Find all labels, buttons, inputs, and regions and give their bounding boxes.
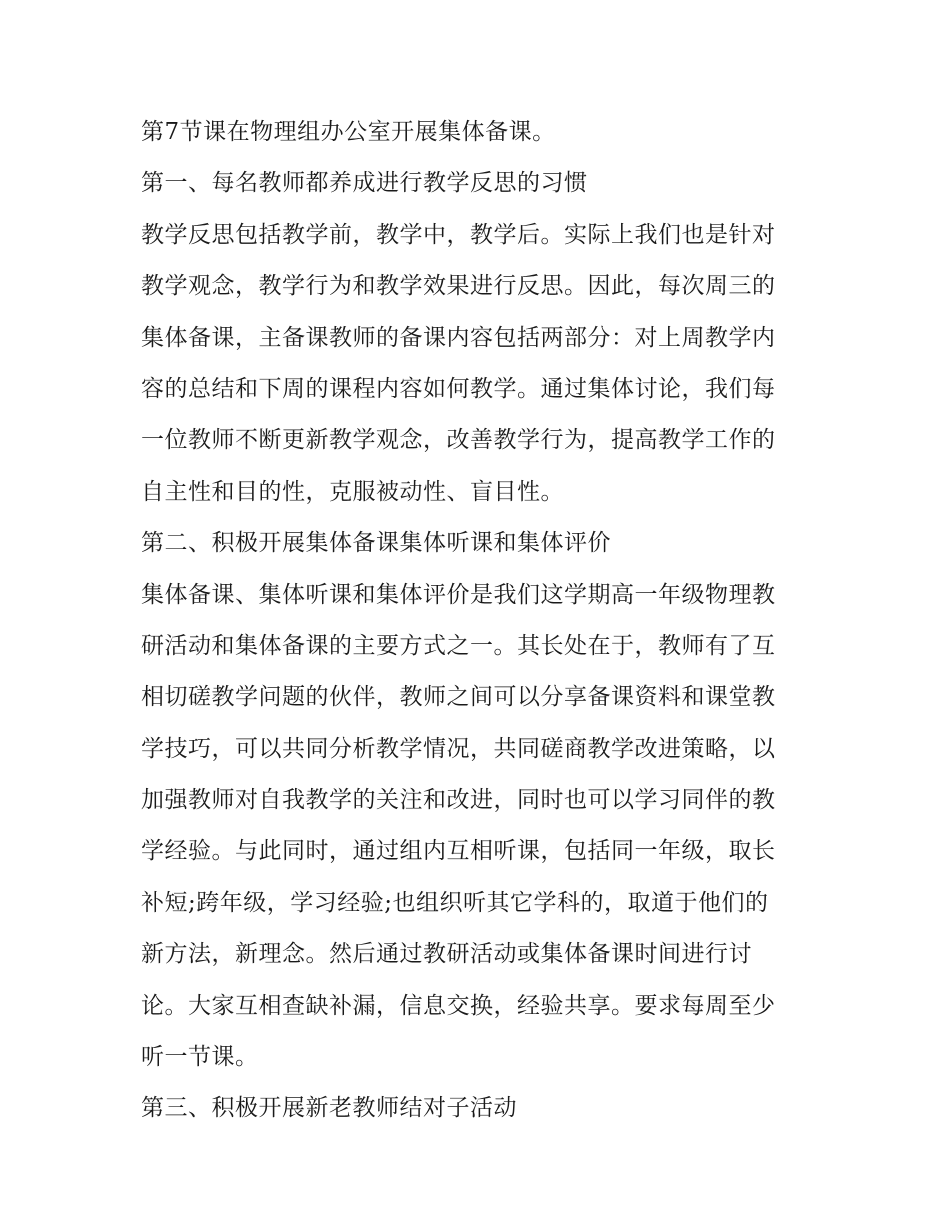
paragraph-2-line: 新方法，新理念。然后通过教研活动或集体备课时间进行讨: [141, 941, 752, 968]
section-heading-2: 第二、积极开展集体备课集体听课和集体评价: [141, 530, 611, 557]
paragraph-2-line: 相切磋教学问题的伙伴，教师之间可以分享备课资料和课堂教: [141, 684, 776, 711]
paragraph-1-line: 自主性和目的性，克服被动性、盲目性。: [141, 478, 564, 505]
paragraph-1-line: 教学观念，教学行为和教学效果进行反思。因此，每次周三的: [141, 273, 776, 300]
section-heading-3: 第三、积极开展新老教师结对子活动: [141, 1095, 517, 1122]
paragraph-2-line: 听一节课。: [141, 1044, 259, 1071]
text-line-intro: 第7节课在物理组办公室开展集体备课。: [141, 119, 556, 145]
document-body: [141, 107, 813, 1135]
paragraph-2-line: 加强教师对自我教学的关注和改进，同时也可以学习同伴的教: [141, 787, 776, 814]
paragraph-1-line: 一位教师不断更新教学观念，改善教学行为，提高教学工作的: [141, 427, 776, 454]
paragraph-2-line: 研活动和集体备课的主要方式之一。其长处在于，教师有了互: [141, 632, 776, 659]
paragraph-2-line: 集体备课、集体听课和集体评价是我们这学期高一年级物理教: [141, 581, 776, 608]
paragraph-2-line: 补短;跨年级，学习经验;也组织听其它学科的，取道于他们的: [141, 889, 769, 916]
paragraph-2-line: 学技巧，可以共同分析教学情况，共同磋商教学改进策略，以: [141, 735, 776, 762]
paragraph-2-line: 论。大家互相查缺补漏，信息交换，经验共享。要求每周至少: [141, 992, 776, 1019]
paragraph-1-line: 容的总结和下周的课程内容如何教学。通过集体讨论，我们每: [141, 375, 776, 402]
paragraph-1-line: 教学反思包括教学前，教学中，教学后。实际上我们也是针对: [141, 221, 776, 248]
paragraph-1-line: 集体备课，主备课教师的备课内容包括两部分：对上周教学内: [141, 324, 776, 351]
section-heading-1: 第一、每名教师都养成进行教学反思的习惯: [141, 170, 588, 197]
paragraph-2-line: 学经验。与此同时，通过组内互相听课，包括同一年级，取长: [141, 838, 776, 865]
